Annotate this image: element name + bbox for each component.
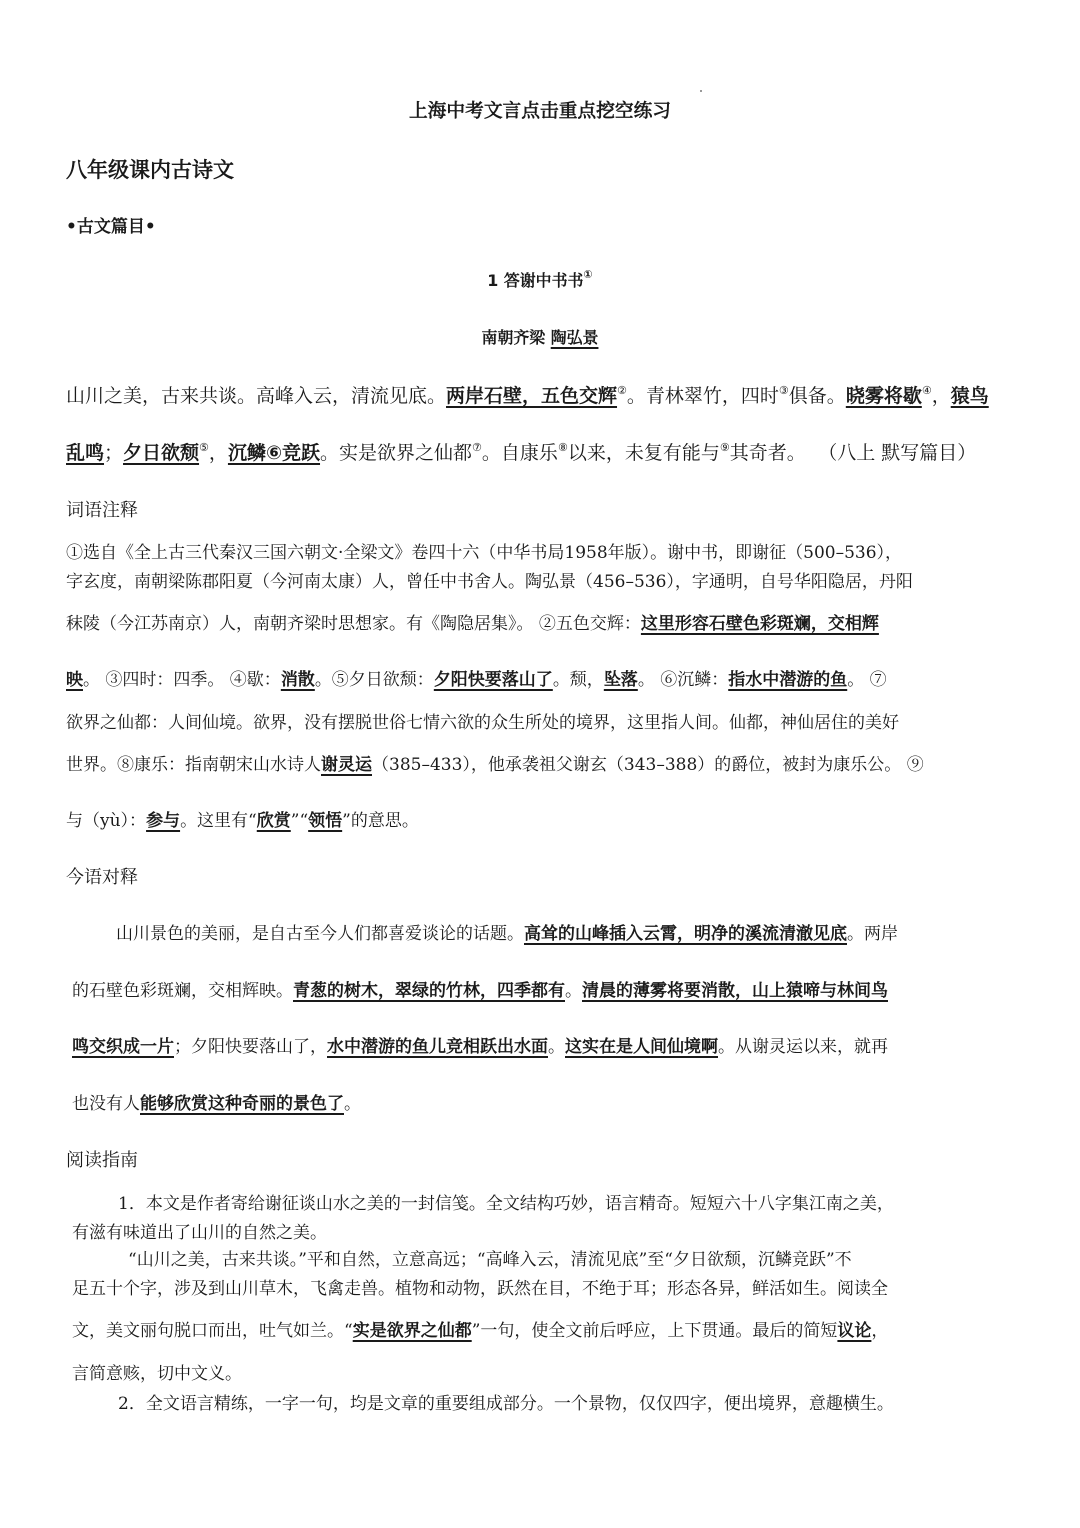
key-phrase: 乱鸣 — [66, 442, 105, 464]
footnote-mark: ② — [617, 384, 627, 397]
text-span: 。 — [565, 981, 582, 1001]
key-phrase: 这实在是人间仙境啊 — [565, 1037, 718, 1057]
key-phrase: 谢灵运 — [321, 755, 372, 775]
text-span: ， — [208, 442, 228, 464]
key-phrase: 沉鳞⑥竞跃 — [227, 442, 321, 464]
text-span: 的石壁色彩斑斓，交相辉映。 — [72, 981, 293, 1001]
text-span: （385–433），他承袭祖父谢玄（343–388）的爵位，被封为康乐公。 ⑨ — [372, 755, 924, 775]
text-span: 也没有人 — [72, 1094, 140, 1114]
guide-heading: 阅读指南 — [66, 1150, 138, 1171]
footnote-mark: ① — [583, 268, 593, 281]
guide-line: 2．全文语言精练，一字一句，均是文章的重要组成部分。一个景物，仅仅四字，便出境界，意趣横生。 — [118, 1394, 894, 1414]
text-span: 。自康乐 — [481, 442, 558, 464]
text-span: ”的意思。 — [342, 811, 419, 831]
key-phrase: 这里形容石壁色彩斑斓，交相辉 — [640, 614, 879, 634]
key-phrase: 夕日欲颓 — [123, 442, 200, 464]
text-span: 俱备。 — [788, 385, 846, 407]
grade-title: 八年级课内古诗文 — [66, 158, 234, 182]
key-phrase: 参与 — [146, 811, 181, 831]
text-span: 。这里有“ — [180, 811, 257, 831]
guide-line: 言简意赅，切中文义。 — [72, 1364, 242, 1384]
text-span: 秣陵（今江苏南京）人，南朝齐梁时思想家。有《陶隐居集》。 ②五色交辉： — [66, 614, 641, 634]
key-phrase: 清晨的薄雾将要消散，山上猿啼与林间鸟 — [582, 981, 888, 1001]
footnote-mark: ③ — [778, 384, 789, 397]
note-line — [66, 609, 879, 634]
footnote-mark: ⑤ — [199, 441, 209, 454]
section-title: •古文篇目• — [66, 217, 156, 237]
scan-dot — [700, 90, 702, 92]
key-phrase: 鸣交织成一片 — [72, 1037, 174, 1057]
key-phrase: 水中潜游的鱼儿竞相跃出水面 — [327, 1037, 548, 1057]
note-line — [66, 665, 887, 690]
key-phrase: 两岸石壁，五色交辉 — [446, 385, 618, 407]
text-span: 。两岸 — [847, 924, 898, 944]
notes-heading: 词语注释 — [66, 500, 138, 521]
text-span: 。实是欲界之仙都 — [320, 442, 473, 464]
text-span: ， — [931, 385, 951, 407]
translation-heading: 今语对释 — [66, 867, 138, 888]
text-span: ；夕阳快要落山了， — [174, 1037, 327, 1057]
footnote-mark: ⑦ — [472, 441, 482, 454]
translation-line — [72, 1089, 361, 1114]
guide-line: “山川之美，古来共谈。”平和自然，立意高远；“高峰入云，清流见底”至“夕日欲颓，沉鳞竞跃”不 — [128, 1250, 852, 1270]
key-phrase: 映 — [66, 670, 83, 690]
text-span: 。青林翠竹，四时 — [626, 385, 779, 407]
text-span: 其奇者。 — [729, 442, 806, 464]
original-line-1 — [66, 381, 989, 408]
text-span: 以来，未复有能与 — [567, 442, 720, 464]
text-span: ； — [104, 442, 124, 464]
note-line: ①选自《全上古三代秦汉三国六朝文·全梁文》卷四十六（中华书局1958年版）。谢中书，即谢征（500–536）， — [66, 543, 903, 563]
footnote-mark: ⑨ — [719, 441, 730, 454]
author-line — [0, 325, 1080, 348]
key-phrase: 领悟 — [308, 811, 343, 831]
note-line — [66, 806, 419, 831]
footnote-mark: ④ — [921, 384, 932, 397]
footnote-mark: ⑧ — [557, 441, 568, 454]
key-phrase: 议论 — [837, 1321, 872, 1341]
text-span: 。从谢灵运以来，就再 — [718, 1037, 888, 1057]
article-title — [0, 268, 1080, 291]
text-span: 。颓， — [552, 670, 604, 690]
text-span: 与（yù）： — [66, 811, 147, 831]
translation-line — [72, 976, 888, 1001]
guide-line: 有滋有味道出了山川的自然之美。 — [72, 1223, 327, 1243]
key-phrase: 欣赏 — [256, 811, 291, 831]
key-phrase: 晓雾将歇 — [845, 385, 922, 407]
key-phrase: 指水中潜游的鱼 — [728, 670, 848, 690]
key-phrase: 坠落 — [603, 670, 638, 690]
text-span: 。 ⑦ — [847, 670, 887, 690]
translation-line — [72, 1032, 888, 1057]
text-span: ， — [871, 1321, 889, 1341]
key-phrase: 猿鸟 — [950, 385, 989, 407]
key-phrase: 高耸的山峰插入云霄，明净的溪流清澈见底 — [524, 924, 847, 944]
key-phrase: 夕阳快要落山了 — [433, 670, 553, 690]
key-phrase: 能够欣赏这种奇丽的景色了 — [140, 1094, 344, 1114]
text-span: 。 — [344, 1094, 361, 1114]
text-span: ”“ — [290, 811, 309, 831]
note-line: 字玄度，南朝梁陈郡阳夏（今河南太康）人，曾任中书舍人。陶弘景（456–536），字通明，自号华阳隐居，丹阳 — [66, 572, 913, 592]
text-span: （八上 默写篇目） — [827, 442, 977, 464]
document-title: 上海中考文言点击重点挖空练习 — [408, 101, 672, 122]
text-span: 。 ③四时：四季。 ④歇： — [83, 670, 281, 690]
text-span: 山川景色的美丽，是自古至今人们都喜爱谈论的话题。 — [116, 924, 524, 944]
key-phrase: 实是欲界之仙都 — [352, 1321, 472, 1341]
guide-line: 1．本文是作者寄给谢征谈山水之美的一封信笺。全文结构巧妙，语言精奇。短短六十八字集江南之美， — [118, 1194, 894, 1214]
guide-line: 足五十个字，涉及到山川草木，飞禽走兽。植物和动物，跃然在目，不绝于耳；形态各异，鲜活如生。阅读全 — [72, 1279, 888, 1299]
text-span: 山川之美，古来共谈。高峰入云，清流见底。 — [66, 385, 447, 407]
text-span: 文，美文丽句脱口而出，吐气如兰。“ — [72, 1321, 353, 1341]
note-line — [66, 750, 924, 775]
translation-line — [116, 919, 898, 944]
text-span: ”一句，使全文前后呼应，上下贯通。最后的简短 — [471, 1321, 838, 1341]
key-phrase: 青葱的树木，翠绿的竹林，四季都有 — [293, 981, 565, 1001]
text-span: 。⑤夕日欲颓： — [314, 670, 434, 690]
original-line-2 — [66, 438, 976, 465]
guide-line — [72, 1316, 888, 1341]
article-title-text: 1 答谢中书书 — [487, 271, 584, 290]
author-name: 陶弘景 — [550, 328, 599, 347]
author-dynasty: 南朝齐梁 — [481, 328, 551, 347]
text-span: 世界。⑧康乐：指南朝宋山水诗人 — [66, 755, 321, 775]
key-phrase: 消散 — [280, 670, 315, 690]
note-line: 欲界之仙都：人间仙境。欲界，没有摆脱世俗七情六欲的众生所处的境界，这里指人间。仙都，神仙居住的美好 — [66, 713, 899, 733]
text-span: 。 — [548, 1037, 565, 1057]
text-span: 。 ⑥沉鳞： — [637, 670, 729, 690]
